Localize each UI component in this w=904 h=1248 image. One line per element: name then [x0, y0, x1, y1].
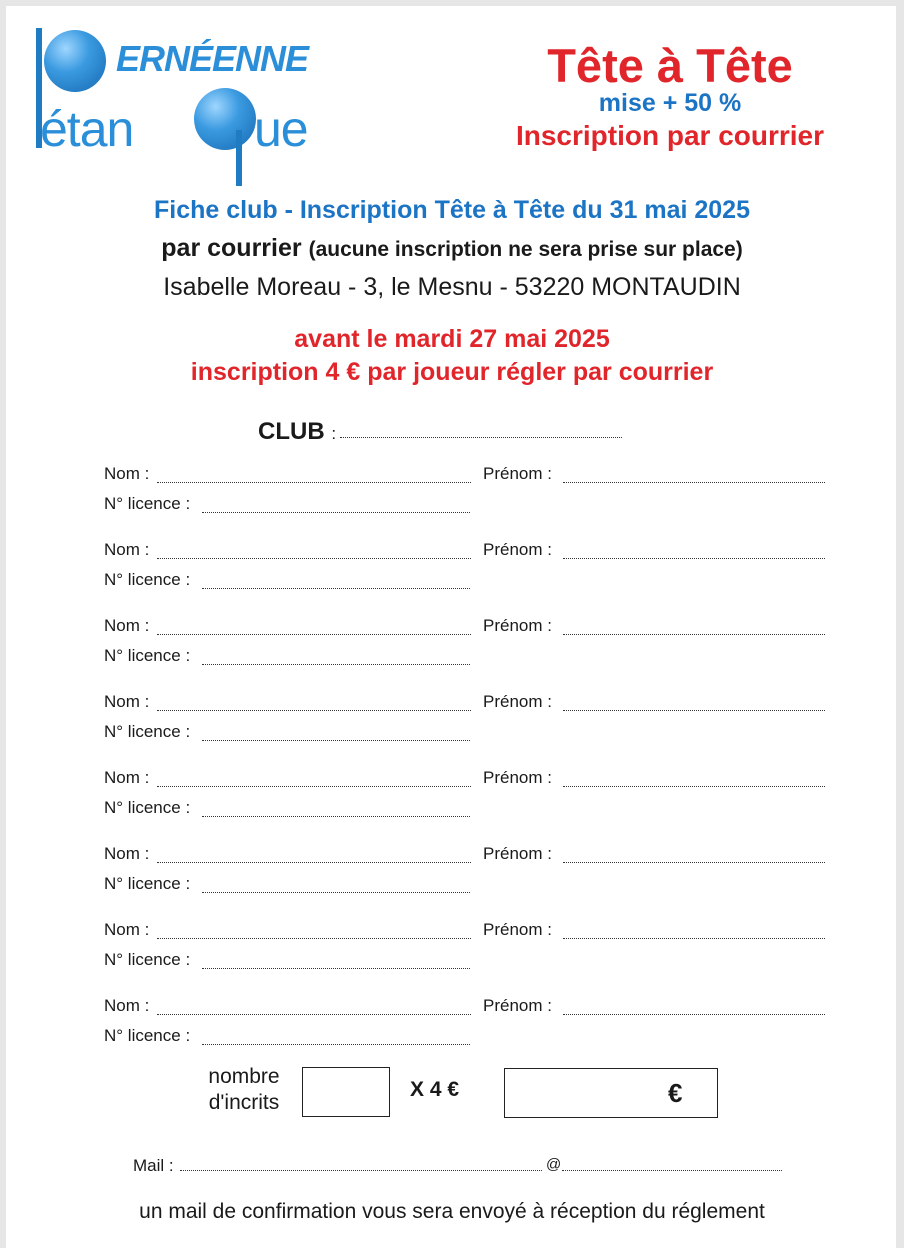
prenom-input-line[interactable] [563, 710, 825, 711]
nom-input-line[interactable] [157, 1014, 471, 1015]
euro-symbol: € [668, 1078, 683, 1108]
nom-label: Nom : [104, 996, 150, 1015]
prenom-input-line[interactable] [563, 938, 825, 939]
licence-input-line[interactable] [202, 816, 470, 817]
logo-top-text: ERNÉENNE [116, 38, 309, 79]
logo-bottom-text-b: ue [254, 101, 308, 157]
licence-label: N° licence : [104, 950, 191, 969]
nom-input-line[interactable] [157, 862, 471, 863]
courrier-line [0, 234, 904, 263]
nom-label: Nom : [104, 920, 150, 939]
courrier-main: par courrier [161, 234, 302, 262]
prenom-input-line[interactable] [563, 1014, 825, 1015]
nom-label: Nom : [104, 464, 150, 483]
prenom-input-line[interactable] [563, 862, 825, 863]
nom-input-line[interactable] [157, 634, 471, 635]
logo-bottom-text-a: étan [40, 101, 134, 157]
prenom-label: Prénom : [483, 540, 552, 559]
prenom-input-line[interactable] [563, 634, 825, 635]
licence-label: N° licence : [104, 494, 191, 513]
confirmation-note: un mail de confirmation vous sera envoyé à réception du réglement [139, 1200, 765, 1223]
petanque-ball-q-icon [194, 88, 256, 150]
prenom-label: Prénom : [483, 616, 552, 635]
licence-label: N° licence : [104, 570, 191, 589]
count-box[interactable] [302, 1067, 390, 1117]
mail-domain-line[interactable] [562, 1170, 782, 1171]
licence-input-line[interactable] [202, 968, 470, 969]
licence-label: N° licence : [104, 798, 191, 817]
prenom-label: Prénom : [483, 844, 552, 863]
courrier-note: (aucune inscription ne sera prise sur place) [308, 238, 743, 261]
deadline: avant le mardi 27 mai 2025 [294, 325, 610, 353]
licence-label: N° licence : [104, 646, 191, 665]
prenom-label: Prénom : [483, 996, 552, 1015]
multiplier-label: X 4 € [410, 1078, 460, 1101]
licence-input-line[interactable] [202, 664, 470, 665]
licence-label: N° licence : [104, 874, 191, 893]
nom-label: Nom : [104, 768, 150, 787]
petanque-ball-icon [44, 30, 106, 92]
prenom-input-line[interactable] [563, 558, 825, 559]
nom-input-line[interactable] [157, 938, 471, 939]
club-input-line[interactable] [340, 437, 622, 438]
total-box[interactable] [504, 1068, 718, 1118]
page-title: Tête à Tête [547, 39, 793, 92]
licence-label: N° licence : [104, 1026, 191, 1045]
logo-q-stem [236, 130, 242, 186]
nom-label: Nom : [104, 616, 150, 635]
mise-text: mise + 50 % [598, 89, 742, 117]
prenom-input-line[interactable] [563, 482, 825, 483]
licence-input-line[interactable] [202, 588, 470, 589]
fiche-title: Fiche club - Inscription Tête à Tête du 31 mai 2025 [153, 196, 750, 224]
club-label: CLUB : [258, 418, 337, 445]
postal-address: Isabelle Moreau - 3, le Mesnu - 53220 MONTAUDIN [163, 273, 741, 301]
nom-input-line[interactable] [157, 710, 471, 711]
prenom-label: Prénom : [483, 692, 552, 711]
licence-input-line[interactable] [202, 892, 470, 893]
nom-input-line[interactable] [157, 786, 471, 787]
licence-label: N° licence : [104, 722, 191, 741]
licence-input-line[interactable] [202, 1044, 470, 1045]
prenom-label: Prénom : [483, 768, 552, 787]
inscription-mode: Inscription par courrier [515, 120, 825, 151]
nom-label: Nom : [104, 844, 150, 863]
nom-label: Nom : [104, 692, 150, 711]
licence-input-line[interactable] [202, 512, 470, 513]
prenom-label: Prénom : [483, 464, 552, 483]
nom-label: Nom : [104, 540, 150, 559]
at-symbol: @ [546, 1156, 562, 1173]
mail-label: Mail : [133, 1156, 174, 1175]
price-note: inscription 4 € par joueur régler par courrier [190, 358, 714, 386]
nom-input-line[interactable] [157, 482, 471, 483]
nombre-label: nombre d'incrits [208, 1065, 280, 1114]
prenom-label: Prénom : [483, 920, 552, 939]
licence-input-line[interactable] [202, 740, 470, 741]
mail-user-line[interactable] [180, 1170, 542, 1171]
prenom-input-line[interactable] [563, 786, 825, 787]
nom-input-line[interactable] [157, 558, 471, 559]
